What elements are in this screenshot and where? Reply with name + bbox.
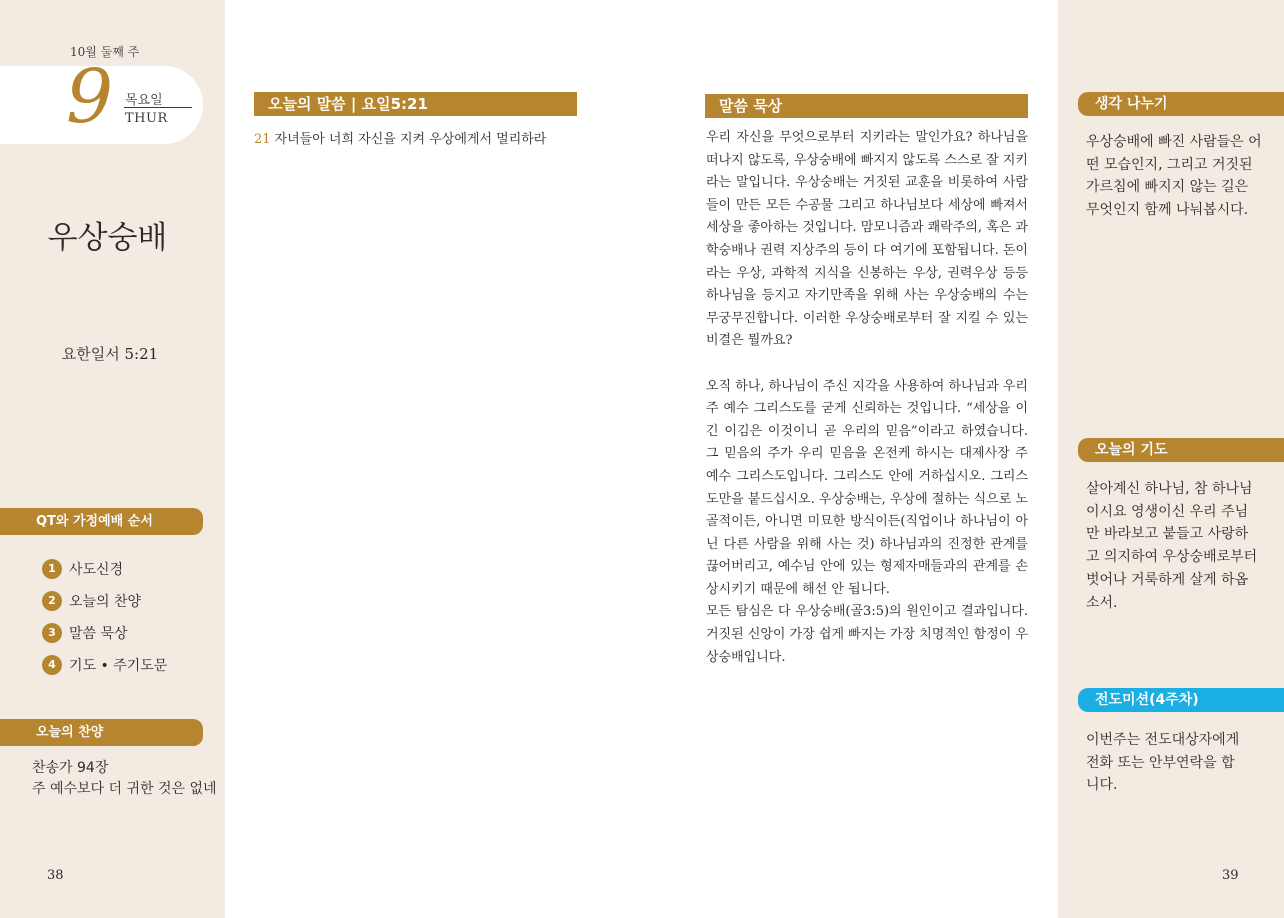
evangelism-mission-text: 이번주는 전도대상자에게 전화 또는 안부연락을 합니다. xyxy=(1086,732,1240,794)
hymn-title: 주 예수보다 더 귀한 것은 없네 xyxy=(32,781,217,797)
todays-word-heading: 오늘의 말씀 | 요일5:21 xyxy=(254,92,577,116)
page-number-left: 38 xyxy=(47,868,64,883)
week-label: 10월 둘째 주 xyxy=(70,45,140,59)
right-sidebar xyxy=(1058,0,1284,918)
verse-line xyxy=(254,128,546,147)
hymn-section-tab: 오늘의 찬양 xyxy=(0,719,203,746)
weekday-english: THUR xyxy=(125,111,168,126)
order-item-label: 기도 • 주기도문 xyxy=(69,658,168,674)
order-section-tab: QT와 가정예배 순서 xyxy=(0,508,203,535)
topic-title: 우상숭배 xyxy=(47,220,168,256)
verse-text: 자녀들아 너희 자신을 지켜 우상에게서 멀리하라 xyxy=(274,132,547,147)
hymn-text xyxy=(32,758,217,800)
order-item-label: 사도신경 xyxy=(69,562,124,578)
order-item xyxy=(42,649,167,681)
verse-number: 21 xyxy=(254,132,271,147)
meditation-paragraph: 모든 탐심은 다 우상숭배(골3:5)의 원인이고 결과입니다. 거짓된 신앙이 가장 쉽게 빠지는 가장 치명적인 함정이 우상숭배입니다. xyxy=(706,604,1028,665)
number-badge: 3 xyxy=(42,623,62,643)
order-item-label: 말씀 묵상 xyxy=(69,626,128,642)
weekday-korean: 목요일 xyxy=(125,93,163,108)
left-sidebar xyxy=(0,0,225,918)
order-item xyxy=(42,585,167,617)
evangelism-mission-tab: 전도미션(4주차) xyxy=(1078,688,1284,712)
order-item xyxy=(42,553,167,585)
number-badge: 4 xyxy=(42,655,62,675)
share-thoughts-text: 우상숭배에 빠진 사람들은 어떤 모습인지, 그리고 거짓된 가르침에 빠지지 않는 길은 무엇인지 함께 나눠봅시다. xyxy=(1086,134,1262,219)
weekday-divider xyxy=(124,107,192,108)
meditation-body xyxy=(706,127,1028,669)
number-badge: 2 xyxy=(42,591,62,611)
hymn-number: 찬송가 94장 xyxy=(32,760,109,776)
meditation-heading: 말씀 묵상 xyxy=(705,94,1028,118)
todays-prayer-text: 살아계신 하나님, 참 하나님이시요 영생이신 우리 주님만 바라보고 붙들고 사랑하고 의지하여 우상숭배로부터 벗어나 거룩하게 살게 하옵소서. xyxy=(1086,481,1258,611)
order-list xyxy=(42,553,167,681)
page-number-right: 39 xyxy=(1222,868,1239,883)
bible-reference: 요한일서 5:21 xyxy=(61,345,159,363)
meditation-paragraph: 오직 하나, 하나님이 주신 지각을 사용하여 하나님과 우리 주 예수 그리스도를 굳게 신뢰하는 것입니다. “세상을 이긴 이김은 이것이니 곧 우리의 믿음”이라고 하였습니다. 그 믿음의 주가 우리 믿음을 온전케 하시는 대제사장 주 예수 그리스도입니다. 그리스도 안에 거하십시오. 그리스도만을 붙드십시오. 우상숭배는, 우상에 절하는 식으로 노골적이든, 아니면 미묘한 방식이든(직업이나 하나님이 아닌 다른 사람을 위해 사는 것) 하나님과의 진정한 관계를 끊어버리고, 예수님 안에 있는 형제자매들과의 관계를 손상시키기 때문에 해선 안 됩니다. xyxy=(706,378,1028,597)
meditation-paragraph: 우리 자신을 무엇으로부터 지키라는 말인가요? 하나님을 떠나지 않도록, 우상숭배에 빠지지 않도록 스스로 잘 지키라는 말입니다. 우상숭배는 거짓된 교훈을 비롯하여 사람들이 만든 모든 수공물 그리고 하나님보다 세상에 빠져서 세상을 좋아하는 것입니다. 맘모니즘과 쾌락주의, 혹은 과학숭배나 권력 지상주의 등이 다 여기에 포함됩니다. 돈이라는 우상, 과학적 지식을 신봉하는 우상, 권력우상 등등 하나님을 등지고 자기만족을 위해 사는 우상숭배의 수는 무궁무진합니다. 이러한 우상숭배로부터 잘 지킬 수 있는 비결은 뭘까요? xyxy=(706,130,1028,349)
number-badge: 1 xyxy=(42,559,62,579)
order-item-label: 오늘의 찬양 xyxy=(69,594,142,610)
todays-prayer-tab: 오늘의 기도 xyxy=(1078,438,1284,462)
share-thoughts-tab: 생각 나누기 xyxy=(1078,92,1284,116)
day-number: 9 xyxy=(66,54,114,140)
order-item xyxy=(42,617,167,649)
